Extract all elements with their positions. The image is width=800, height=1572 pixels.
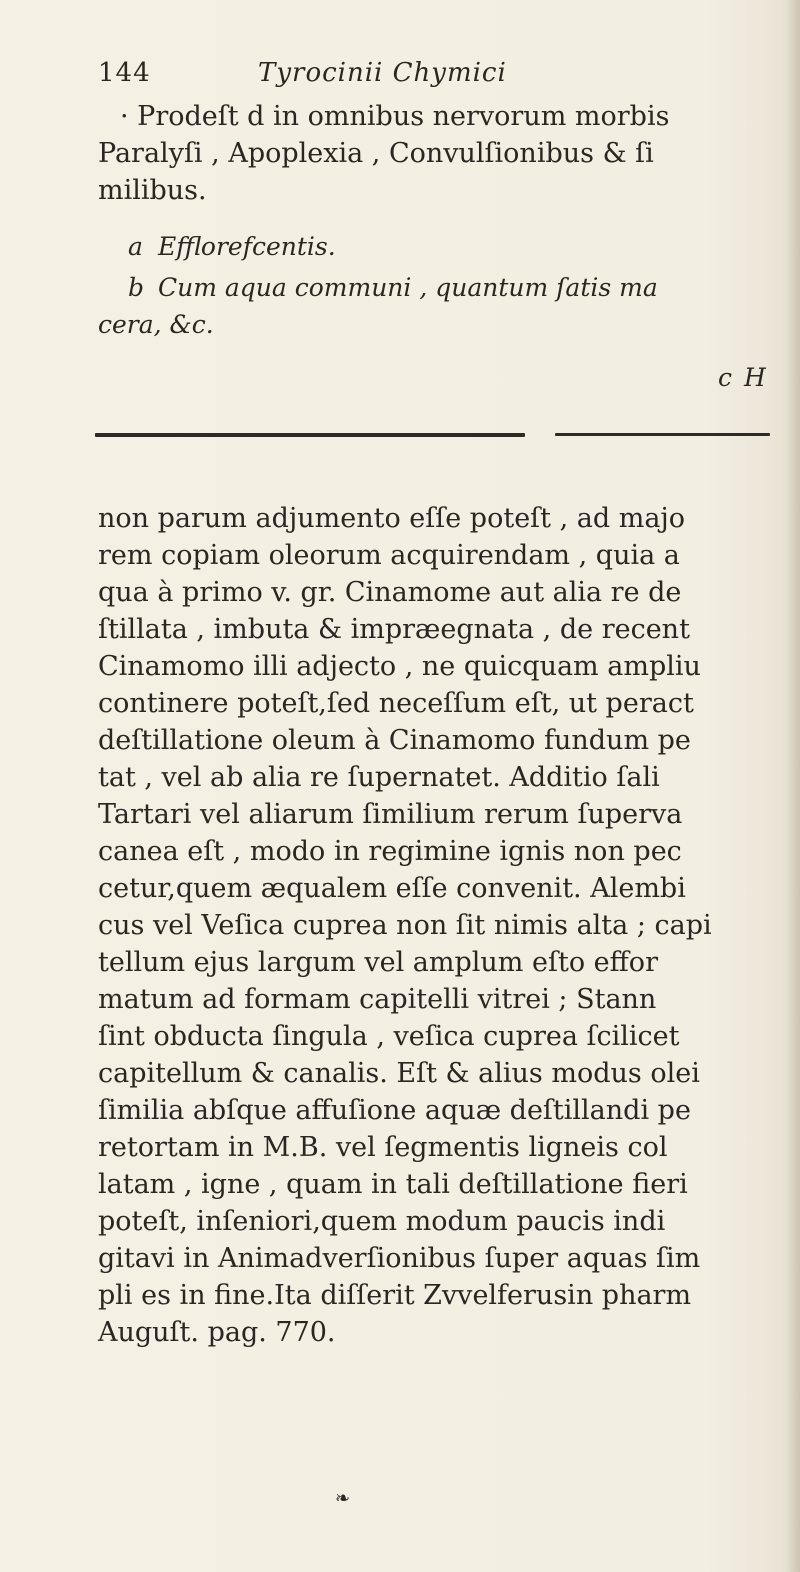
text-line: rem copiam oleorum acquirendam , quia a (98, 540, 680, 571)
text-line: canea eſt , modo in regimine ignis non pec (98, 836, 682, 867)
note-b-continuation: cera, &c. (98, 310, 214, 339)
text-line: ſtillata , imbuta & impræegnata , de recent (98, 614, 690, 645)
text-line: poteſt, inſeniori,quem modum paucis indi (98, 1206, 666, 1237)
note-b-label: b (128, 273, 145, 302)
horizontal-rule-right (555, 433, 770, 436)
text-line: tat , vel ab alia re ſupernatet. Additio ſali (98, 762, 660, 793)
text-line: retortam in M.B. vel ſegmentis ligneis col (98, 1132, 668, 1163)
text-line: continere poteſt,ſed neceſſum eſt, ut peract (98, 688, 694, 719)
text-line: Paralyſi , Apoplexia , Convulſionibus & ſi (98, 138, 654, 169)
text-line: Tartari vel aliarum ſimilium rerum ſuperva (98, 799, 683, 830)
note-b-text: Cum aqua communi , quantum ſatis ma (158, 273, 658, 302)
note-a-text: Efflorefcentis. (158, 232, 336, 261)
page-edge-shadow (786, 0, 800, 1572)
text-line: non parum adjumento eſſe poteſt , ad majo (98, 503, 686, 534)
text-line: cus vel Veſica cuprea non ſit nimis alta ; capi (98, 910, 712, 941)
text-line: · Prodeſt d in omnibus nervorum morbis (120, 101, 670, 132)
text-line: cetur,quem æqualem eſſe convenit. Alembi (98, 873, 686, 904)
text-line: deſtillatione oleum à Cinamomo fundum pe (98, 725, 691, 756)
text-line: pli es in fine.Ita diſſerit Zvvelferusin pharm (98, 1280, 692, 1311)
text-line: ſimilia abſque affuſione aquæ deſtillandi pe (98, 1095, 691, 1126)
text-line: capitellum & canalis. Eſt & alius modus olei (98, 1058, 700, 1089)
text-line: gitavi in Animadverſionibus ſuper aquas ſim (98, 1243, 701, 1274)
horizontal-rule-left (95, 433, 525, 437)
text-line: Auguſt. pag. 770. (98, 1317, 336, 1348)
text-line: matum ad formam capitelli vitrei ; Stann (98, 984, 657, 1015)
text-line: tellum ejus largum vel amplum eſto effor (98, 947, 658, 978)
text-line: ſint obducta ſingula , veſica cuprea ſcilicet (98, 1021, 680, 1052)
page-number: 144 (98, 58, 151, 88)
running-title: Tyrocinii Chymici (258, 58, 507, 88)
printer-ornament: ❧ (335, 1488, 351, 1509)
note-a-label: a (128, 232, 143, 261)
page-header (98, 58, 778, 98)
text-line: latam , igne , quam in tali deſtillatione fieri (98, 1169, 688, 1200)
text-line: qua à primo v. gr. Cinamome aut alia re de (98, 577, 682, 608)
note-c-label: c (718, 363, 733, 392)
text-line: Cinamomo illi adjecto , ne quicquam ampliu (98, 651, 701, 682)
note-c-text: H (744, 363, 766, 392)
text-line: milibus. (98, 175, 207, 206)
